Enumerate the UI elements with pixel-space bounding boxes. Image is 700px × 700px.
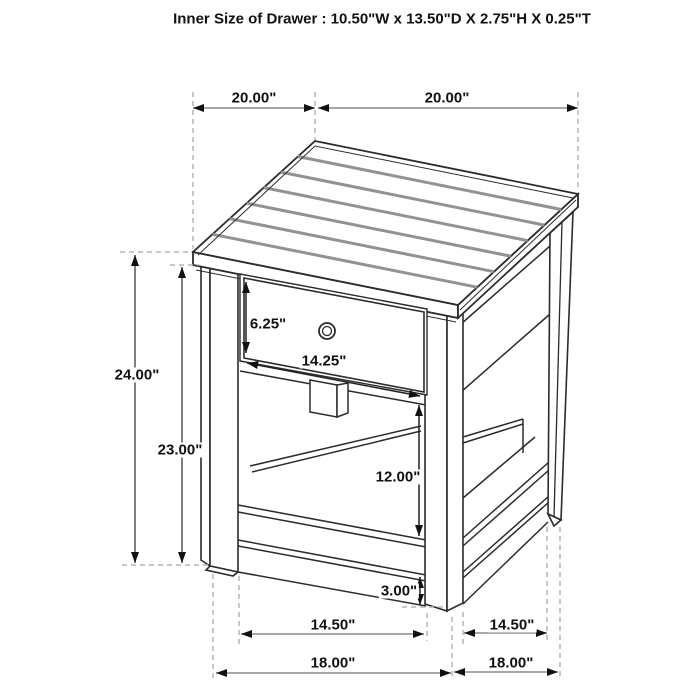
dim-label-front-base: 18.00" [310,654,356,672]
dim-label-side-inner: 14.50" [489,616,535,634]
page-title: Inner Size of Drawer : 10.50"W x 13.50"D X 2.75"H X 0.25"T [173,10,591,28]
dim-label-side-base: 18.00" [488,654,534,672]
side-runner-line-2 [463,424,523,443]
dim-label-drawer-width: 14.25" [301,352,347,370]
front-leg-side [447,313,463,611]
shelf-back-edge-right [463,437,535,498]
dim-label-drawer-height: 6.25" [249,315,287,333]
dim-label-apron-height: 23.00" [157,441,203,459]
front-rail-bead-line [238,546,426,581]
shelf-back-line-1 [250,426,421,466]
dim-label-overall-height: 24.00" [114,366,160,384]
side-runner-line-1 [463,419,523,437]
center-guide-side [337,383,348,417]
shelf-back-line-2 [252,431,421,472]
shelf-front-bottom-line [238,512,426,547]
table-front-face [238,371,426,606]
back-left-leg-side [201,266,210,566]
side-rail-bead-line [463,502,549,578]
back-left-leg-front [210,268,238,572]
dim-label-top-left-width: 20.00" [231,89,277,107]
dim-label-foot-height: 3.00" [380,582,418,600]
front-rail-top-line [238,540,426,575]
side-shelf-top-line [463,462,549,538]
shelf-front-top-line [238,505,426,540]
dim-label-front-inner: 14.50" [310,616,356,634]
front-leg-front [425,311,447,611]
dim-label-top-right-width: 20.00" [424,89,470,107]
center-guide-front [310,380,337,417]
side-apron-bottom-line [461,314,550,392]
dim-label-shelf-clearance: 12.00" [375,468,421,486]
